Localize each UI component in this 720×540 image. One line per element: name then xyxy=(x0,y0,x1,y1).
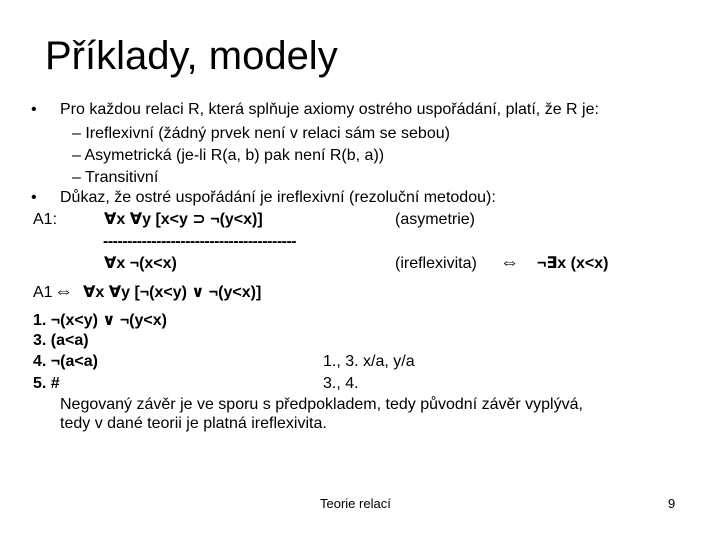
conclusion-line-2: tedy v dané teorii je platná ireflexivita. xyxy=(60,415,327,432)
separator-line: ---------------------------------------- xyxy=(103,233,297,250)
equivalence-symbol: ⇔ xyxy=(500,252,519,273)
goal-equivalent: ¬∃x (x<x) xyxy=(537,255,609,272)
step-3: 3. (a<a) xyxy=(33,332,89,349)
slide-title: Příklady, modely xyxy=(45,34,338,78)
axiom-formula: ∀x ∀y [x<y ⊃ ¬(y<x)] xyxy=(104,211,263,228)
sub-bullet-asymmetric: – Asymetrická (je-li R(a, b) pak není R(b, a)) xyxy=(72,147,385,164)
footer-label: Teorie relací xyxy=(320,496,391,511)
bullet-text: Pro každou relaci R, která splňuje axiomy ostrého uspořádání, platí, že R je: xyxy=(60,101,599,118)
step-1: 1. ¬(x<y) ∨ ¬(y<x) xyxy=(33,312,167,329)
step-5-note: 3., 4. xyxy=(323,375,359,392)
axiom-equivalent-formula: ∀x ∀y [¬(x<y) ∨ ¬(y<x)] xyxy=(83,284,262,301)
sub-bullet-irreflexive: – Ireflexivní (žádný prvek není v relaci sám se sebou) xyxy=(72,125,450,142)
bullet-text: Důkaz, že ostré uspořádání je ireflexivní (rezoluční metodou): xyxy=(60,189,496,206)
goal-note: (ireflexivita) xyxy=(395,255,477,272)
equivalence-symbol: ⇔ xyxy=(54,281,73,302)
axiom-note: (asymetrie) xyxy=(395,211,476,228)
step-4-note: 1., 3. x/a, y/a xyxy=(323,353,415,370)
axiom-equivalent-label: A1 xyxy=(33,284,53,301)
axiom-label: A1: xyxy=(33,211,58,228)
step-5: 5. # xyxy=(33,375,60,392)
sub-bullet-transitive: – Transitivní xyxy=(72,169,159,186)
step-4: 4. ¬(a<a) xyxy=(33,353,98,370)
goal-formula: ∀x ¬(x<x) xyxy=(104,255,177,272)
bullet-marker: • xyxy=(31,101,37,118)
bullet-marker: • xyxy=(31,189,37,206)
conclusion-line-1: Negovaný závěr je ve sporu s předpokladem, tedy původní závěr vyplývá, xyxy=(60,396,583,413)
page-number: 9 xyxy=(668,496,676,511)
